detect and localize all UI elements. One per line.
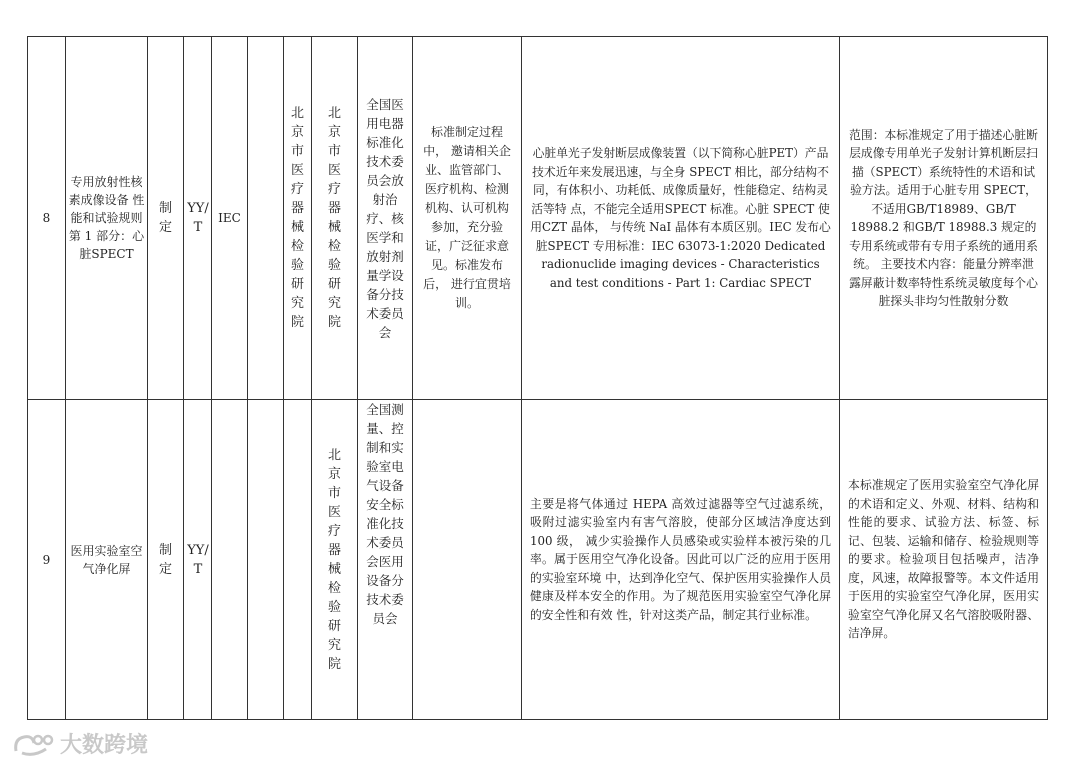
- process-description: [413, 400, 522, 720]
- standard-name: 医用实验室空气净化屏: [66, 400, 148, 720]
- watermark: [12, 728, 148, 759]
- scope-description: 本标准规定了医用实验室空气净化屏的术语和定义、外观、材料、结构和性能的要求、试验方法、标签、标 记、包装、运输和储存、检验规则等的要求。检验项目包括噪声，洁净度，风速，故障报警等。本文件适用于医用的实验室空气净化屏，医用实验室空气净化屏又名气溶胶吸附器、洁净屏。: [840, 400, 1048, 720]
- standard-level: YY/T: [184, 400, 212, 720]
- background-description: 主要是将气体通过 HEPA 高效过滤器等空气过滤系统，吸附过滤实验室内有害气溶胶，使部分区域洁净度达到 100 级， 减少实验操作人员感染或实验样本被污染的几率。属于医用空气净化设备。因此可以广泛的应用于医用的实验室环境 中，达到净化空气、保护医用实验操作人员健康及样本安全的作用。为了规范医用实验室空气净化屏的安全性和有效 性，针对这类产品，制定其行业标准。: [522, 400, 840, 720]
- project-type: 制定: [148, 37, 184, 400]
- drafting-unit: [284, 400, 312, 720]
- watermark-text: 大数跨境: [60, 733, 149, 758]
- adoption: IEC: [212, 37, 248, 400]
- standard-level: YY/T: [184, 37, 212, 400]
- blank-cell: [248, 400, 284, 720]
- row-number: 9: [28, 400, 66, 720]
- project-type: 制定: [148, 400, 184, 720]
- verify-unit: 北京市医疗器械检验研究院: [312, 400, 358, 720]
- committee: 全国测量、控制和实验室电气设备安全标准化技术委员会医用设备分技术委员会: [358, 400, 413, 720]
- standards-table: [27, 36, 1048, 720]
- drafting-unit: 北京市医疗器械检验研究院: [284, 37, 312, 400]
- table-row: [28, 400, 1048, 720]
- blank-cell: [248, 37, 284, 400]
- table-row: [28, 37, 1048, 400]
- scope-description: 范围：本标准规定了用于描述心脏断层成像专用单光子发射计算机断层扫描（SPECT）系统特性的术语和试验方法。适用于心脏专用 SPECT，不适用GB/T18989、GB/T 18988.2 和GB/T 18988.3 规定的专用系统或带有专用子系统的通用系统。 主要技术内容：能量分辨率泄露屏蔽计数率特性系统灵敏度每个心脏探头非均匀性散射分数: [840, 37, 1048, 400]
- committee: 全国医用电器标准化技术委员会放射治疗、核医学和放射剂量学设备分技术委员会: [358, 37, 413, 400]
- brand-logo-icon: [12, 731, 56, 757]
- verify-unit: 北京市医疗器械检验研究院: [312, 37, 358, 400]
- row-number: 8: [28, 37, 66, 400]
- standard-name: 专用放射性核素成像设备 性能和试验规则 第 1 部分：心脏SPECT: [66, 37, 148, 400]
- adoption: [212, 400, 248, 720]
- background-description: 心脏单光子发射断层成像装置（以下简称心脏PET）产品技术近年来发展迅速，与全身 SPECT 相比，部分结构不同，有体积小、功耗低、成像质量好，性能稳定、结构灵活等特 点，不能完全适用SPECT 标准。心脏 SPECT 使用CZT 晶体， 与传统 NaI 晶体有本质区别。IEC 发布心脏SPECT 专用标准：IEC 63073-1:2020 Dedicated radionuclide imaging devices - Characteristics and test conditions - Part 1: Cardiac SPECT: [522, 37, 840, 400]
- process-description: 标准制定过程中， 邀请相关企业、监管部门、医疗机构、检测机构、认可机构参加，充分验证，广泛征求意见。标准发布后， 进行宜贯培训。: [413, 37, 522, 400]
